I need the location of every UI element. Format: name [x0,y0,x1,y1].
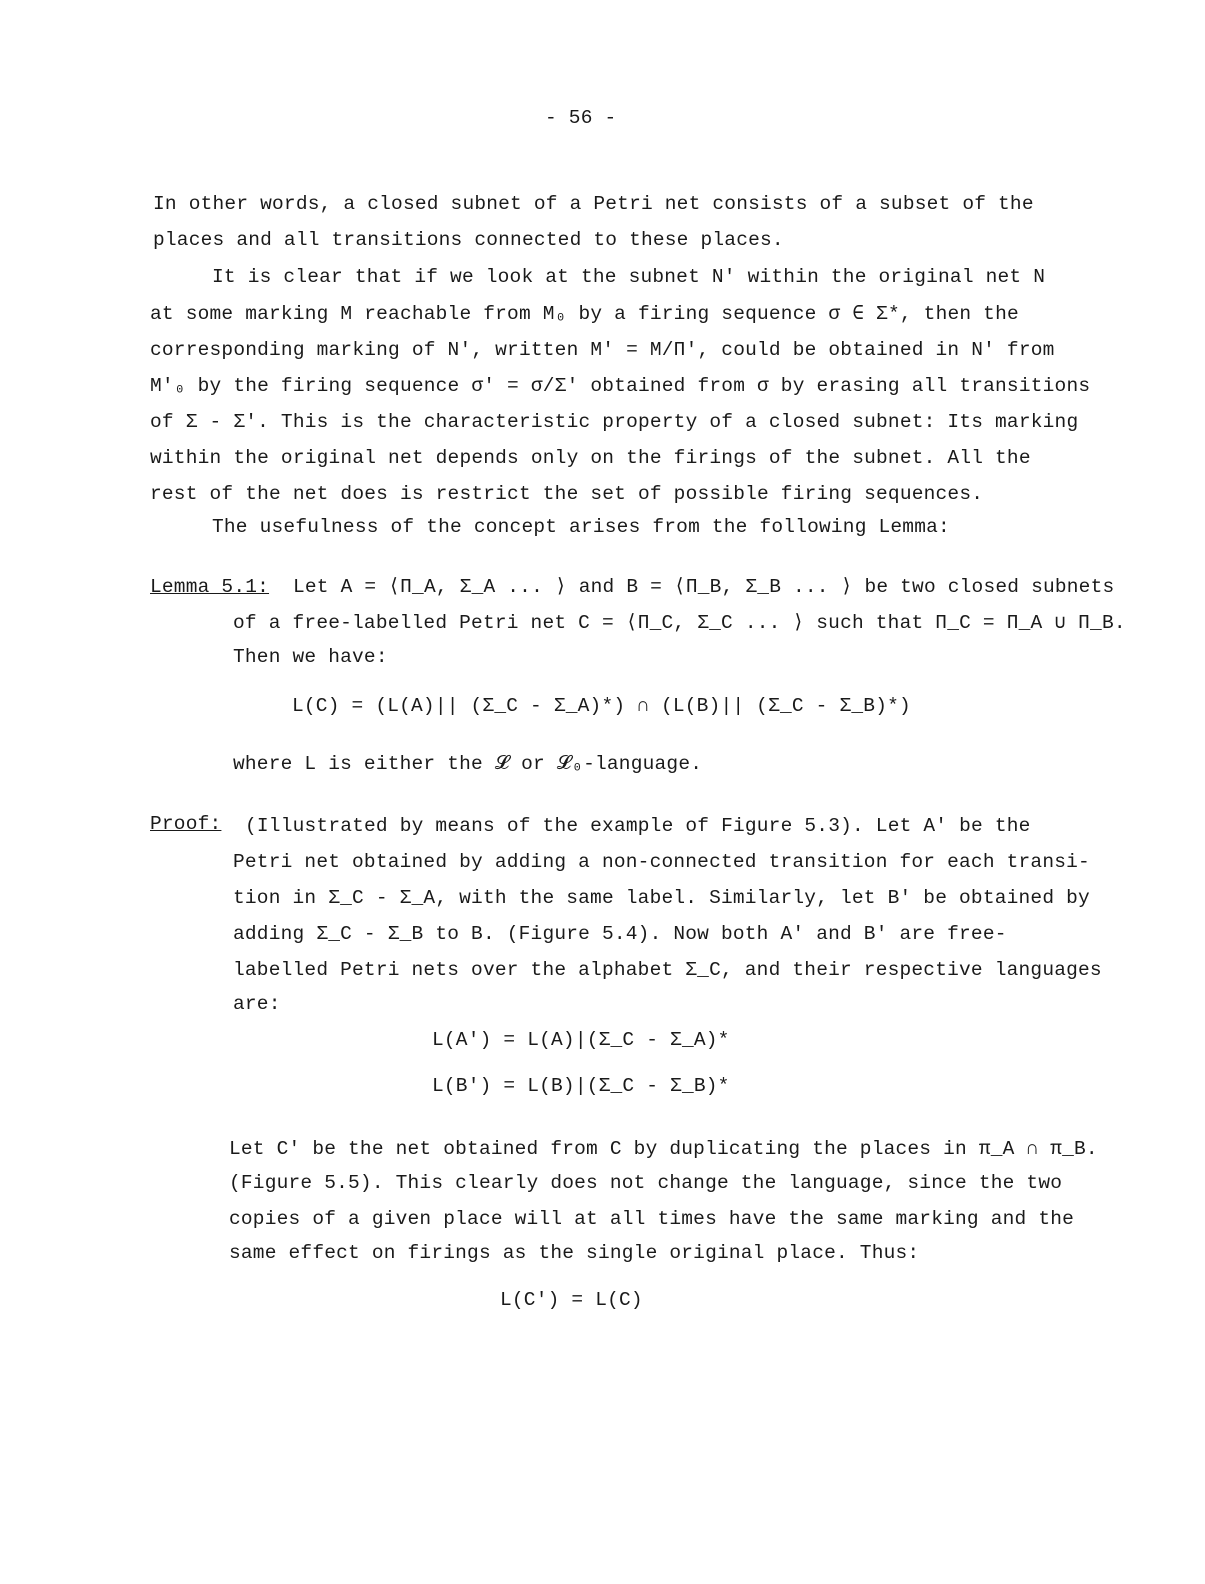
para2-line5: of Σ - Σ'. This is the characteristic property of a closed subnet: Its marking [150,411,1079,433]
proof-line8: (Figure 5.5). This clearly does not change the language, since the two [229,1172,1063,1194]
proof-line4: adding Σ_C - Σ_B to B. (Figure 5.4). Now both A' and B' are free- [233,923,1007,945]
proof-line3: tion in Σ_C - Σ_A, with the same label. Similarly, let B' be obtained by [233,887,1090,909]
page-number: - 56 - [545,107,617,129]
para1-line2: places and all transitions connected to these places. [153,229,784,251]
para2-line2: at some marking M reachable from M₀ by a firing sequence σ ∈ Σ*, then the [150,303,1019,325]
proof-line2: Petri net obtained by adding a non-connected transition for each transi- [233,851,1090,873]
proof-line7: Let C' be the net obtained from C by duplicating the places in π_A ∩ π_B. [229,1138,1098,1160]
para1-line1: In other words, a closed subnet of a Petri net consists of a subset of the [153,193,1034,215]
proof-line5: labelled Petri nets over the alphabet Σ_C, and their respective languages [233,959,1102,981]
para2-line3: corresponding marking of N', written M' = M/Π', could be obtained in N' from [150,339,1055,361]
proof-line1: (Illustrated by means of the example of Figure 5.3). Let A' be the [245,815,1031,837]
para3: The usefulness of the concept arises from the following Lemma: [212,516,950,538]
proof-line9: copies of a given place will at all times have the same marking and the [229,1208,1075,1230]
para2-line4: M'₀ by the firing sequence σ' = σ/Σ' obtained from σ by erasing all transitions [150,375,1091,397]
lemma-line1: Let A = ⟨Π_A, Σ_A ... ⟩ and B = ⟨Π_B, Σ_B ... ⟩ be two closed subnets [293,576,1115,598]
para2-line6: within the original net depends only on the firings of the subnet. All the [150,447,1031,469]
proof-line10: same effect on firings as the single original place. Thus: [229,1242,920,1264]
lemma-where: where L is either the 𝓛 or 𝓛₀-language. [233,753,703,775]
lemma-label: Lemma 5.1: [150,576,270,598]
para2-line1: It is clear that if we look at the subnet N' within the original net N [212,266,1046,288]
lemma-line3: Then we have: [233,646,388,668]
lemma-equation: L(C) = (L(A)|| (Σ_C - Σ_A)*) ∩ (L(B)|| (Σ_C - Σ_B)*) [292,695,911,717]
proof-label: Proof: [150,813,222,835]
proof-eq1: L(A') = L(A)|(Σ_C - Σ_A)* [432,1029,730,1051]
proof-line6: are: [233,993,281,1015]
proof-eq2: L(B') = L(B)|(Σ_C - Σ_B)* [432,1075,730,1097]
lemma-line2: of a free-labelled Petri net C = ⟨Π_C, Σ_C ... ⟩ such that Π_C = Π_A ∪ Π_B. [233,612,1126,634]
para2-line7: rest of the net does is restrict the set of possible firing sequences. [150,483,984,505]
proof-eq3: L(C') = L(C) [500,1289,643,1311]
